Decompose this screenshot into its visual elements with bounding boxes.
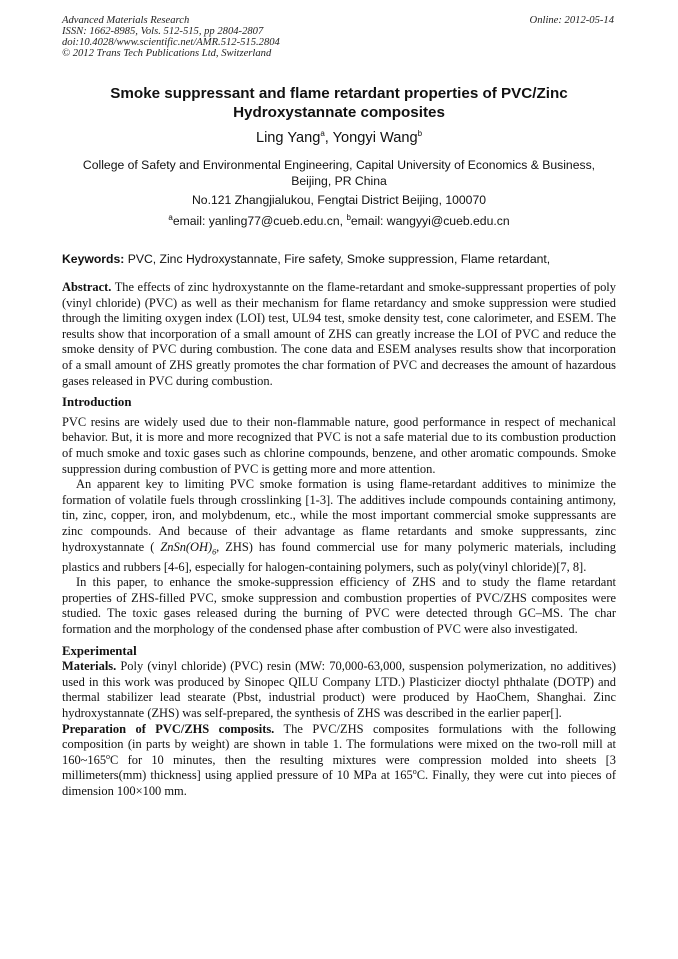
preparation-text-1: The PVC/ZHS composites formulations with the following composition (in parts by weight) are shown in table 1. The formulations were mixed on the two-roll mill at 160~165 [62, 721, 616, 767]
email-superscript: a [168, 212, 173, 222]
materials-paragraph [62, 659, 616, 721]
email-b: email: wangyyi@cueb.edu.cn [350, 214, 510, 228]
author-line [62, 130, 616, 146]
materials-label: Materials. [62, 659, 117, 674]
author-superscript: b [417, 129, 423, 139]
abstract-paragraph [62, 280, 616, 389]
journal-name: Advanced Materials Research [62, 15, 190, 26]
preparation-text-3: C. Finally, they were cut into pieces of dimension 100×100 mm. [62, 768, 616, 798]
intro-p2-text-a: An apparent key to limiting PVC smoke formation is using flame-retardant additives to minimize the formation of volatile fuels through crosslinking [1-3]. The additives include compounds containing antimony, tin, zinc, copper, iron, and molybdenum, etc., while the most important commercial smoke suppressants are zinc compounds. And because of their advantage as flame retardants and smoke suppressants, zinc hydroxystannate ( [62, 477, 616, 554]
formula-subscript: 6 [212, 546, 217, 556]
preparation-label: Preparation of PVC/ZHS composits. [62, 721, 275, 736]
author-superscript: a [320, 129, 325, 139]
online-date: Online: 2012-05-14 [529, 15, 614, 26]
journal-header [62, 15, 280, 59]
abstract-label: Abstract. [62, 280, 112, 294]
intro-p2-text-b: , ZHS) has found commercial use for many polymeric materials, including plastics and rubbers [4-6], especially for halogen-containing polymers, such as poly(vinyl chloride)[7, 8]. [62, 539, 616, 574]
email-line [62, 213, 616, 229]
keywords-text: PVC, Zinc Hydroxystannate, Fire safety, Smoke suppression, Flame retardant, [124, 252, 551, 266]
keywords-line [62, 252, 616, 266]
email-a: email: yanling77@cueb.edu.cn, [172, 214, 347, 228]
affiliation-line: College of Safety and Environmental Engineering, Capital University of Economics & Business, Beijing, PR China [82, 158, 596, 188]
materials-text: Poly (vinyl chloride) (PVC) resin (MW: 70,000-63,000, suspension polymerization, no additives) used in this work was produced by Sinopec QILU Company LTD.) Plasticizer dioctyl phthalate (DOTP) and thermal stabilizer lead stearate (Pbst, industrial product) were produced by HaoChem, Shanghai. Zinc hydroxystannate (ZHS) was self-prepared, the synthesis of ZHS was described in the earlier paper[]. [62, 659, 616, 720]
preparation-text-2: C for 10 minutes, then the resulting mixtures were compression molded into sheets [3 millimeters(mm) thickness] using applied pressure of 10 MPa at 165 [62, 752, 616, 783]
copyright-line: © 2012 Trans Tech Publications Ltd, Switzerland [62, 48, 272, 59]
author-separator: , [324, 130, 333, 146]
zhs-formula [154, 540, 216, 554]
intro-paragraph-3: In this paper, to enhance the smoke-suppression efficiency of ZHS and to study the flame retardant properties of ZHS-filled PVC, smoke suppression and combustion properties of PVC/ZHS composites were studied. The toxic gases released during the burning of PVC were detected through GC–MS. The char formation and the morphology of the condensed phase after combustion of PVC were also investigated. [62, 575, 616, 636]
address-line: No.121 Zhangjialukou, Fengtai District Beijing, 100070 [191, 193, 487, 207]
abstract-text: The effects of zinc hydroxystannte on the flame-retardant and smoke-suppressant properties of poly (vinyl chloride) (PVC) as well as their mechanism for flame retardancy and smoke suppression were studied through the limiting oxygen index (LOI) test, UL94 test, smoke density test, cone calorimeter, and ESEM. The results show that incorporation of a small amount of ZHS can greatly increase the LOI of PVC and reduce the smoke density of PVC during combustion. The cone data and ESEM analyses results show that incorporation of a small amount of ZHS greatly promotes the char formation of PVC and decreases the amount of hazardous gases released in PVC during combustion. [62, 280, 616, 388]
degree-superscript: o [106, 751, 111, 761]
degree-superscript: o [412, 767, 417, 777]
author-name: Ling Yang [255, 130, 321, 146]
preparation-paragraph [62, 722, 616, 800]
section-heading-introduction: Introduction [62, 395, 132, 410]
keywords-label: Keywords: [62, 252, 125, 266]
email-superscript: b [346, 212, 351, 222]
formula-text: ZnSn(OH) [160, 539, 213, 554]
issn-line: ISSN: 1662-8985, Vols. 512-515, pp 2804-2807 [62, 26, 264, 37]
intro-paragraph-1: PVC resins are widely used due to their non-flammable nature, good performance in respect of mechanical behavior. But, it is more and more recognized that PVC is not a safe material due to its combustion production of much smoke and toxic gases such as chlorine compounds, benzene, and other aromatic compounds. Smoke suppression during combustion of PVC is getting more and more attention. [62, 414, 616, 476]
paper-body [62, 280, 616, 799]
intro-paragraph-2 [62, 477, 616, 575]
author-name: Yongyi Wang [332, 130, 418, 146]
section-heading-experimental: Experimental [62, 643, 137, 658]
paper-title: Smoke suppressant and flame retardant properties of PVC/Zinc Hydroxystannate composites [110, 85, 568, 121]
doi-line: doi:10.4028/www.scientific.net/AMR.512-515.2804 [62, 37, 280, 48]
